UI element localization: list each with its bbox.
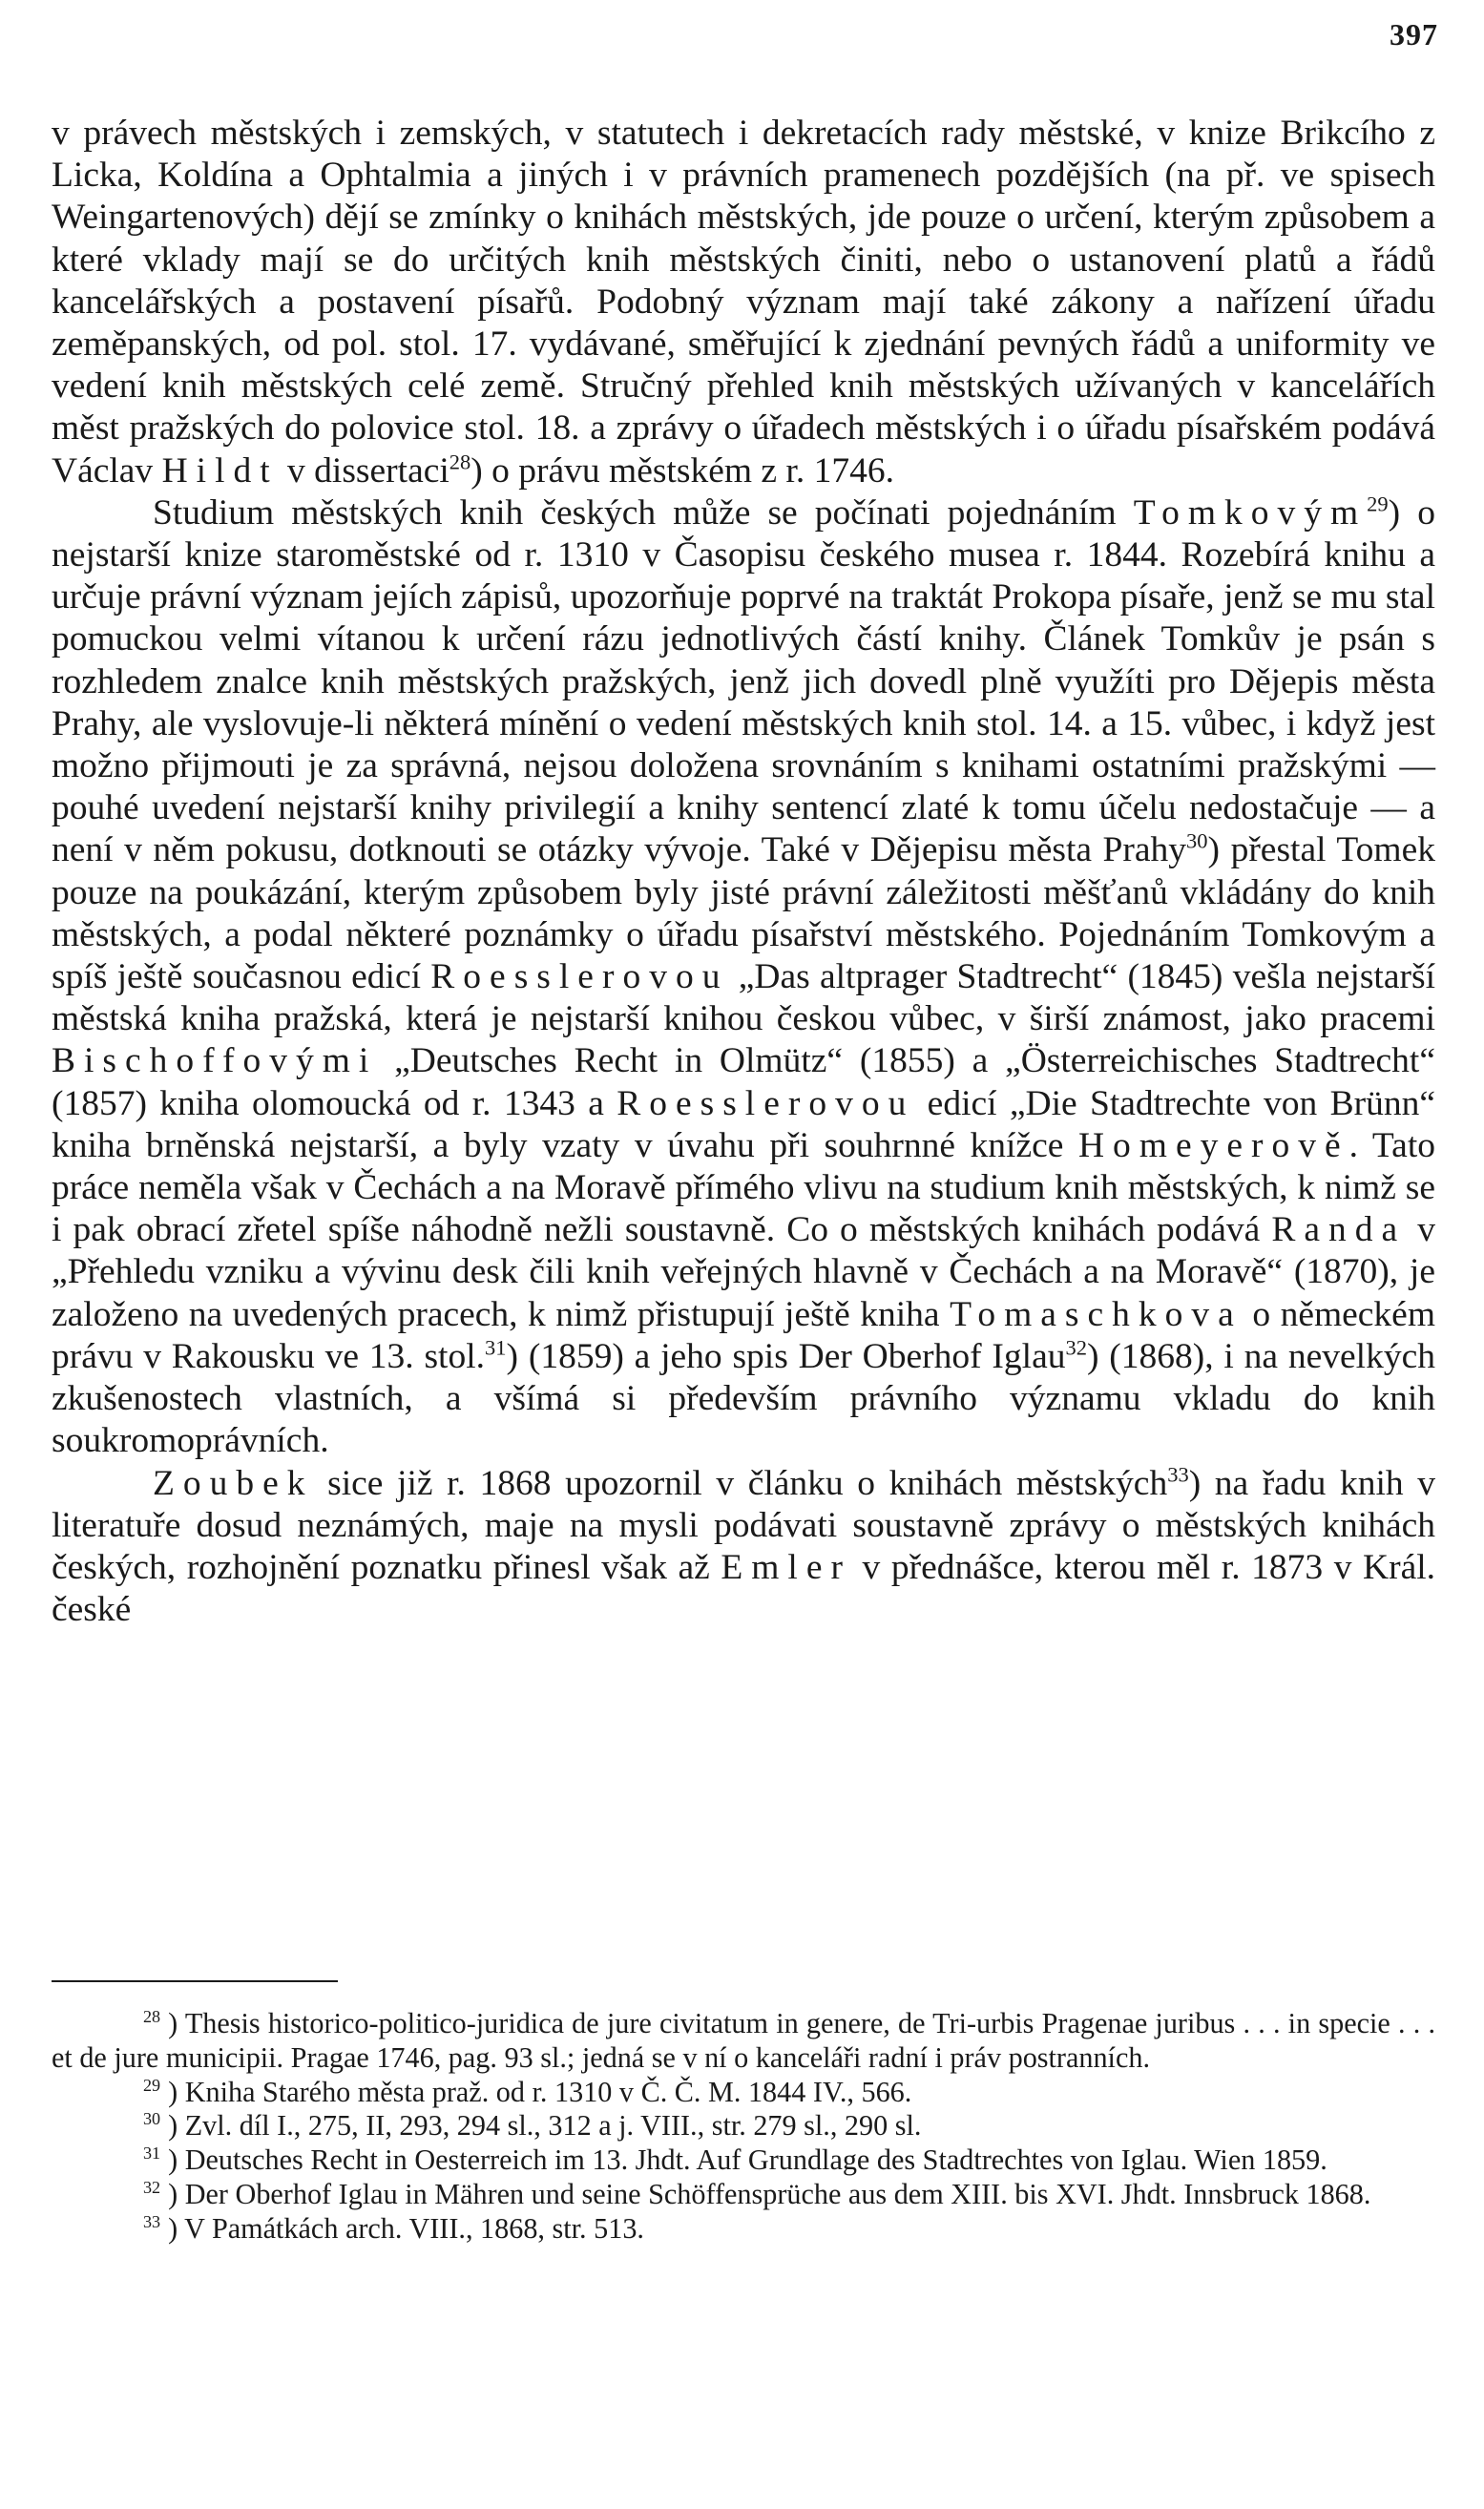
text-run: Studium městských knih českých může se počínati pojednáním [153, 492, 1134, 533]
footnote: $^{33}$ ) V Památkách arch. VIII., 1868, str. 513. [143, 2211, 644, 2245]
main-text [52, 113, 1435, 1631]
spaced-name: Homeyerově [1077, 1125, 1349, 1165]
footnote-reference: 32 [1065, 1335, 1087, 1360]
text-run: sice již r. 1868 upozornil v článku o knihách městských [313, 1463, 1168, 1503]
text-run: ) o právu městském z r. 1746. [470, 450, 894, 491]
page-number: 397 [1390, 17, 1438, 52]
footnote-text: Deutsches Recht in Oesterreich im 13. Jhdt. Auf Grundlage des Stadtrechtes von Iglau. Wien 1859. [184, 2143, 1327, 2177]
spaced-name: Roesslerovou [430, 957, 729, 997]
footnote: $^{28}$ ) Thesis historico-politico-juridica de jure civitatum in genere, de Tri-urbis Pragenae juribus . . . in specie . . . et de jure municipii. Pragae 1746, pag. 93 sl.; jedná se v ní o kanceláři radní i práv postranních. [52, 2006, 1435, 2074]
text-run: v přednášce, kterou měl r. 1873 v Král. české [52, 1547, 1436, 1630]
footnote: $^{31}$ ) Deutsches Recht in Oesterreich im 13. Jhdt. Auf Grundlage des Stadtrechtes von Iglau. Wien 1859. [143, 2143, 1327, 2177]
footnote-text: Kniha Starého města praž. od r. 1310 v Č. Č. M. 1844 IV., 566. [184, 2075, 912, 2108]
text-run: ) (1868), i na nevelkých zkušenostech vlastních, a všímá si především právního významu vkladu do knih soukromoprávních. [52, 1336, 1435, 1461]
text-run: ) o nejstarší knize staroměstské od r. 1310 v Časopisu českého musea r. 1844. Rozebírá knihu a určuje právní význam jejích zápisů, upozorňuje poprvé na traktát Prokopa písaře, jenž se mu stal pomuckou velmi vítanou k určení rázu jednotlivých částí knihy. Článek Tomkův je psán s rozhledem znalce knih městských pražských, jenž jich dovedl plně využíti pro Dějepis města Prahy, ale vyslovuje-li některá mínění o vedení městských knih stol. 14. a 15. vůbec, i když jest možno přijmouti je za správná, nejsou doložena srovnáním s knihami ostatními pražskými — pouhé uvedení nejstarší knihy privilegií a knihy sentencí zlaté k tomu účelu nedostačuje — a není v něm pokusu, dotknouti se otázky vývoje. Také v Dějepisu města Prahy [52, 492, 1435, 870]
footnote-paren: ) [168, 2109, 185, 2143]
spaced-name: Tomkovým [1133, 492, 1368, 533]
text-run: ) na řadu knih v literatuře dosud neznámých, maje na mysli podávati soustavně zprávy o městských knihách českých, rozhojnění poznatku přinesl však až [52, 1463, 1435, 1587]
spaced-name: Tomaschkova [950, 1294, 1243, 1334]
spaced-name: Hildt [161, 450, 279, 491]
text-run: edicí „Die Stadtrechte von Brünn“ kniha brněnská nejstarší, a byly vzaty v úvahu při souhrnné knížce [52, 1083, 1435, 1165]
footnote-paren: ) [168, 2143, 185, 2177]
spaced-name: Roesslerovou [617, 1083, 915, 1123]
text-run: v „Přehledu vzniku a vývinu desk čili knih veřejných hlavně v Čechách a na Moravě“ (1870), je založeno na uvedených pracech, k nimž přistupují ještě kniha [52, 1210, 1436, 1334]
footnote-reference: 31 [485, 1335, 507, 1360]
body-paragraph [52, 113, 1435, 492]
footnote-paren: ) [168, 2211, 185, 2245]
text-run: ) (1859) a jeho spis Der Oberhof Iglau [506, 1336, 1066, 1376]
footnote-text: V Památkách arch. VIII., 1868, str. 513. [184, 2211, 644, 2245]
footnote-paren: ) [168, 2007, 185, 2039]
footnotes [52, 2007, 1435, 2247]
footnote-text: Zvl. díl I., 275, II, 293, 294 sl., 312 a j. VIII., str. 279 sl., 290 sl. [184, 2109, 922, 2143]
footnote-text: Der Oberhof Iglau in Mähren und seine Schöffensprüche aus dem XIII. bis XVI. Jhdt. Innsbruck 1868. [184, 2177, 1371, 2210]
body-paragraph [52, 492, 1435, 1463]
spaced-name: Zoubek [153, 1463, 314, 1503]
footnote-text: Thesis historico-politico-juridica de jure civitatum in genere, de Tri-urbis Pragenae juribus . . . in specie . . . et de jure municipii. Pragae 1746, pag. 93 sl.; jedná se v ní o kanceláři radní i práv postranních. [52, 2007, 1435, 2074]
footnote-reference: 28 [449, 450, 471, 474]
text-run: ) přestal Tomek pouze na poukázání, kterým způsobem byly jisté právní záležitosti měšťanů vkládány do knih městských, a podal některé poznámky o úřadu písařství městského. Pojednáním Tomkovým a spíš ještě současnou edicí [52, 830, 1435, 997]
footnote: $^{32}$ ) Der Oberhof Iglau in Mähren und seine Schöffensprüche aus dem XIII. bis XVI. Jhdt. Innsbruck 1868. [143, 2177, 1371, 2210]
footnote: $^{29}$ ) Kniha Starého města praž. od r. 1310 v Č. Č. M. 1844 IV., 566. [143, 2075, 912, 2108]
footnote-reference: 29 [1367, 491, 1389, 516]
spaced-name: Randa [1271, 1210, 1407, 1250]
footnote: $^{30}$ ) Zvl. díl I., 275, II, 293, 294 sl., 312 a j. VIII., str. 279 sl., 290 sl. [143, 2109, 922, 2143]
text-run: o německém právu v Rakousku ve 13. stol. [52, 1294, 1435, 1376]
text-run: „Das altprager Stadtrecht“ (1845) vešla nejstarší městská kniha pražská, která je nejstarší knihou českou vůbec, v širší známost, jako pracemi [52, 957, 1435, 1039]
spaced-name: Emler [721, 1547, 851, 1587]
text-run: „Deutsches Recht in Olmütz“ (1855) a „Österreichisches Stadtrecht“ (1857) kniha olomoucká od r. 1343 a [52, 1041, 1435, 1123]
footnote-paren: ) [168, 2075, 185, 2108]
spaced-name: Bischoffovými [52, 1041, 378, 1081]
footnote-reference: 30 [1186, 828, 1208, 853]
body-paragraph [52, 1463, 1435, 1632]
footnote-reference: 33 [1167, 1462, 1189, 1486]
footnote-paren: ) [168, 2177, 185, 2210]
text-run: v dissertaci [278, 450, 449, 491]
text-run: v právech městských i zemských, v statutech i dekretacích rady městské, v knize Brikcího z Licka, Koldína a Ophtalmia a jiných i v právních pramenech pozdějších (na př. ve spisech Weingartenových) dějí se zmínky o knihách městských, jde pouze o určení, kterým způsobem a které vklady mají se do určitých knih městských činiti, nebo o ustanovení platů a řádů kancelářských a postavení písařů. Podobný význam mají také zákony a nařízení úřadu zeměpanských, od pol. stol. 17. vydávané, směřující k zjednání pevných řádů a uniformity ve vedení knih městských celé země. Stručný přehled knih městských užívaných v kancelářích měst pražských do polovice stol. 18. a zprávy o úřadech městských i o úřadu písařském podává Václav [52, 114, 1435, 491]
footnote-divider [52, 1980, 338, 1982]
text-run: . Tato práce neměla však v Čechách a na Moravě přímého vlivu na studium knih městských, k nimž se i pak obrací zřetel spíše náhodně nežli soustavně. Co o městských knihách podává [52, 1125, 1435, 1250]
